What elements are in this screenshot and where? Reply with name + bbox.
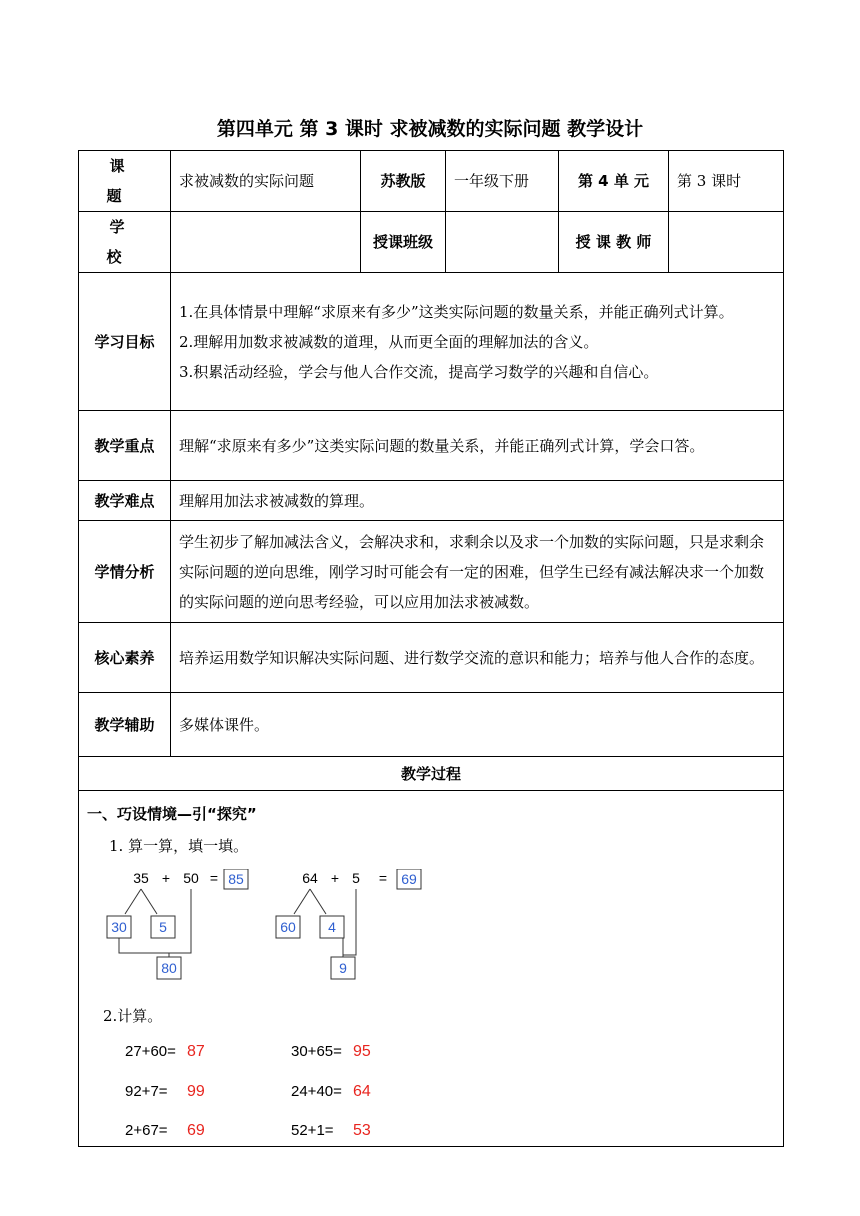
key-point-row bbox=[79, 411, 784, 481]
diagram2-operator: + bbox=[330, 870, 340, 886]
analysis-row bbox=[79, 521, 784, 623]
difficulty-row bbox=[79, 481, 784, 521]
diagram1-operator: + bbox=[161, 870, 171, 886]
diagram1-partial: 80 bbox=[161, 960, 177, 976]
diagram2-result: 69 bbox=[401, 871, 417, 887]
calc-item bbox=[291, 1037, 371, 1067]
class-value bbox=[446, 212, 559, 273]
diagram2-equals: = bbox=[378, 870, 388, 886]
diagram1-split1: 30 bbox=[111, 919, 127, 935]
label-teacher: 授 课 教 师 bbox=[559, 212, 669, 273]
split-diagram-2 bbox=[276, 869, 421, 979]
section-heading: 一、巧设情境—引“探究” bbox=[87, 805, 257, 823]
unit-value: 第 4 单 元 bbox=[559, 151, 669, 212]
diagram2-bracket bbox=[343, 889, 356, 955]
label-class: 授课班级 bbox=[361, 212, 446, 273]
goal-item: 2.理解用加数求被减数的道理，从而更全面的理解加法的含义。 bbox=[179, 332, 599, 351]
diagram1-addend-a: 35 bbox=[133, 870, 149, 886]
diagram1-addend-b: 50 bbox=[183, 870, 199, 886]
split-diagrams bbox=[99, 869, 459, 994]
literacy-text: 培养运用数学知识解决实际问题、进行数学交流的意识和能力；培养与他人合作的态度。 bbox=[171, 623, 784, 693]
process-header: 教学过程 bbox=[79, 757, 784, 791]
label-difficulty: 教学难点 bbox=[79, 481, 171, 521]
calc-question: 52+1= bbox=[291, 1122, 334, 1139]
key-point-text: 理解“求原来有多少”这类实际问题的数量关系，并能正确列式计算，学会口答。 bbox=[171, 411, 784, 481]
label-analysis: 学情分析 bbox=[79, 521, 171, 623]
diagram2-partial: 9 bbox=[339, 960, 347, 976]
grade-value: 一年级下册 bbox=[446, 151, 559, 212]
goal-item: 1.在具体情景中理解“求原来有多少”这类实际问题的数量关系，并能正确列式计算。 bbox=[179, 302, 734, 321]
goals-row bbox=[79, 273, 784, 411]
literacy-row bbox=[79, 623, 784, 693]
diagram2-branch-left bbox=[294, 889, 310, 914]
diagram1-branch-right bbox=[141, 889, 157, 914]
diagram2-split2: 4 bbox=[328, 919, 336, 935]
calc-item bbox=[125, 1116, 205, 1146]
calc-answer: 87 bbox=[187, 1043, 205, 1060]
diagram1-bracket bbox=[119, 889, 191, 953]
calc-item bbox=[125, 1077, 205, 1107]
label-topic: 课 题 bbox=[79, 151, 171, 212]
diagram1-branch-left bbox=[125, 889, 141, 914]
label-school: 学 校 bbox=[79, 212, 171, 273]
calc-question: 30+65= bbox=[291, 1043, 342, 1060]
calc-question: 24+40= bbox=[291, 1083, 342, 1100]
exercise-2-label: 2.计算。 bbox=[103, 1007, 163, 1025]
analysis-text: 学生初步了解加减法含义，会解决求和，求剩余以及求一个加数的实际问题，只是求剩余实际问题的逆向思维，刚学习时可能会有一定的困难，但学生已经有减法解决求一个加数的实际问题的逆向思考经验，可以应用加法求被减数。 bbox=[171, 521, 784, 623]
split-diagram-1 bbox=[107, 869, 248, 979]
calc-answer: 69 bbox=[187, 1122, 205, 1139]
school-value bbox=[171, 212, 361, 273]
teacher-value bbox=[669, 212, 784, 273]
label-goals: 学习目标 bbox=[79, 273, 171, 411]
goal-item: 3.积累活动经验，学会与他人合作交流，提高学习数学的兴趣和自信心。 bbox=[179, 362, 659, 381]
label-literacy: 核心素养 bbox=[79, 623, 171, 693]
diagram2-addend-b: 5 bbox=[352, 870, 360, 886]
diagram2-split1: 60 bbox=[280, 919, 296, 935]
calc-item bbox=[125, 1037, 205, 1067]
calc-item bbox=[291, 1077, 371, 1107]
lesson-value: 第 3 课时 bbox=[669, 151, 784, 212]
calc-question: 2+67= bbox=[125, 1122, 168, 1139]
process-header-row bbox=[79, 757, 784, 791]
exercise-1-label: 1. 算一算，填一填。 bbox=[109, 837, 249, 855]
header-row-school bbox=[79, 212, 784, 273]
header-row-topic bbox=[79, 151, 784, 212]
calc-answer: 53 bbox=[353, 1122, 371, 1139]
aids-row bbox=[79, 693, 784, 757]
label-key-point: 教学重点 bbox=[79, 411, 171, 481]
diagram1-result: 85 bbox=[228, 871, 244, 887]
topic-value: 求被减数的实际问题 bbox=[171, 151, 361, 212]
aids-text: 多媒体课件。 bbox=[171, 693, 784, 757]
calc-answer: 95 bbox=[353, 1043, 371, 1060]
calc-answer: 99 bbox=[187, 1083, 205, 1100]
calc-question: 92+7= bbox=[125, 1083, 168, 1100]
process-row bbox=[79, 791, 784, 1147]
diagram2-branch-right bbox=[310, 889, 326, 914]
calc-question: 27+60= bbox=[125, 1043, 176, 1060]
process-content bbox=[79, 791, 784, 1147]
label-aids: 教学辅助 bbox=[79, 693, 171, 757]
calc-item bbox=[291, 1116, 371, 1146]
publisher: 苏教版 bbox=[361, 151, 446, 212]
diagram2-addend-a: 64 bbox=[302, 870, 318, 886]
page-title: 第四单元 第 3 课时 求被减数的实际问题 教学设计 bbox=[216, 118, 644, 140]
diagram1-equals: = bbox=[209, 870, 219, 886]
difficulty-text: 理解用加法求被减数的算理。 bbox=[171, 481, 784, 521]
calc-answer: 64 bbox=[353, 1083, 371, 1100]
diagram1-split2: 5 bbox=[159, 919, 167, 935]
lesson-plan-table bbox=[78, 150, 784, 1147]
goals-content bbox=[171, 273, 784, 411]
